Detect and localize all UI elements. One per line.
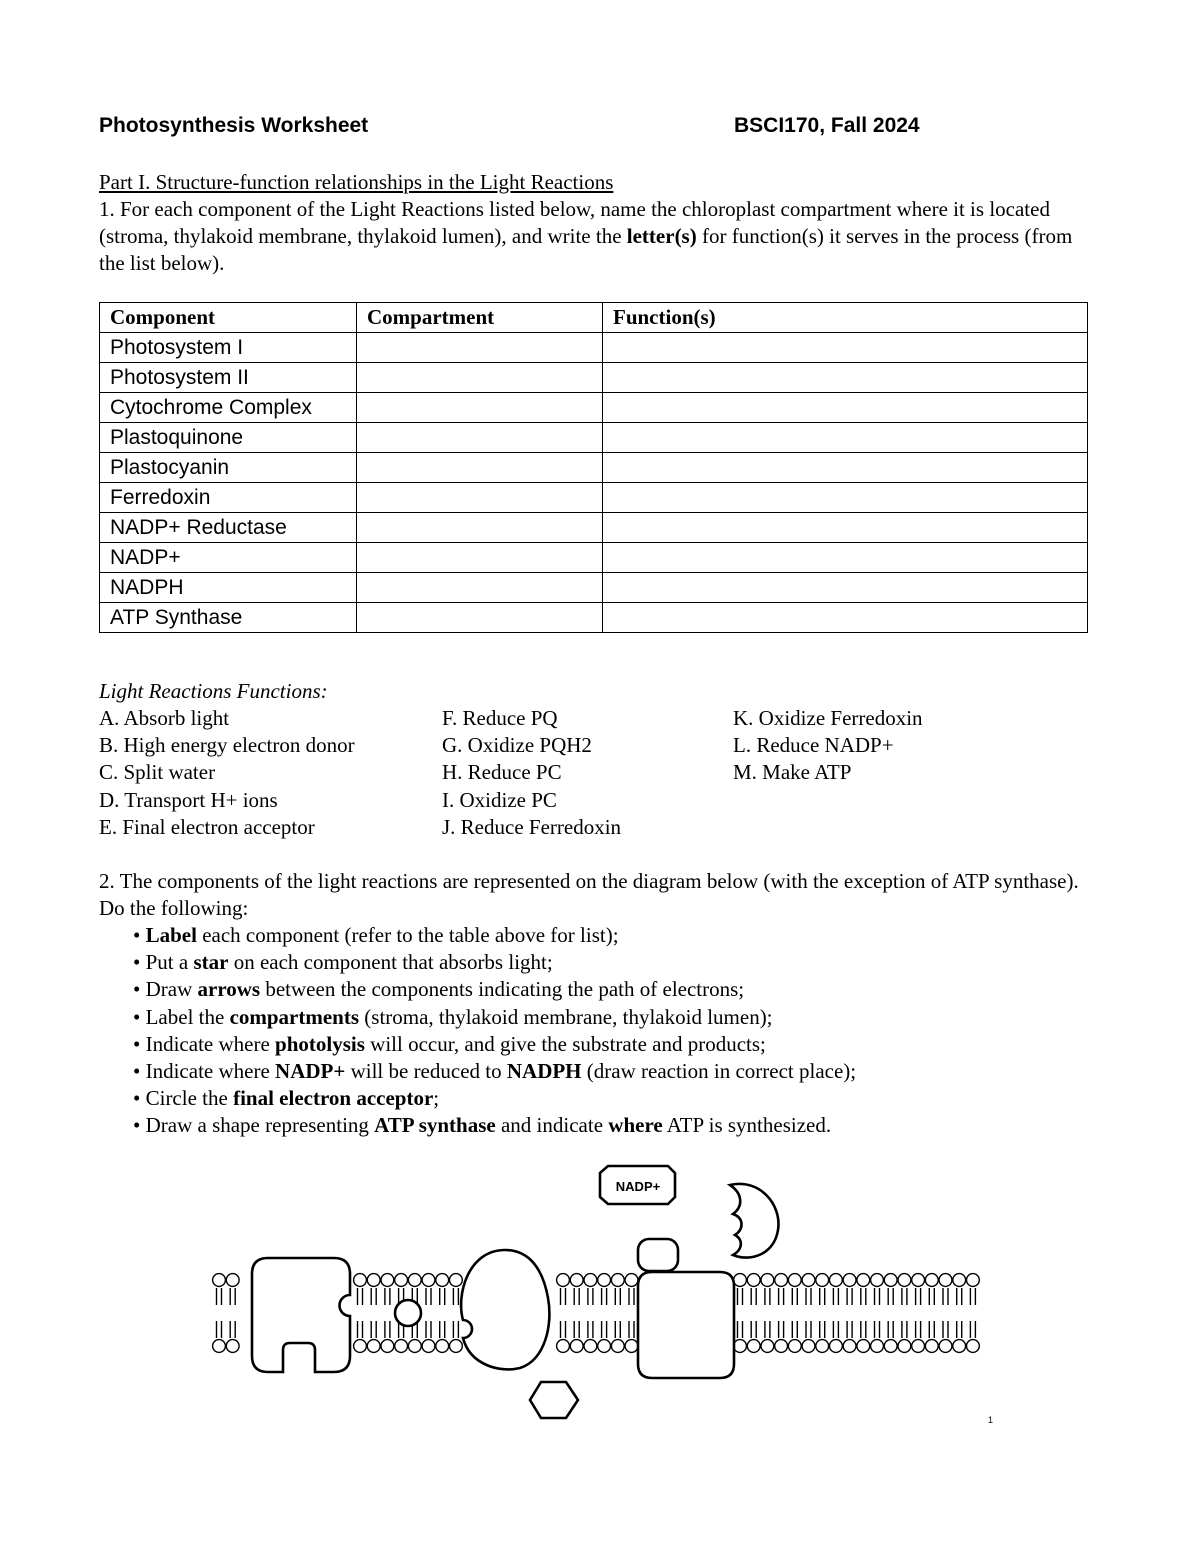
question-1-text-a: 1. For each component of the Light Reactions listed below, name the chloroplast compartment where it is located (stroma, thylakoid membrane, thylakoid lumen), and write the bbox=[99, 197, 1050, 248]
lipid-head bbox=[367, 1274, 380, 1287]
table-row bbox=[100, 603, 1088, 633]
table-row bbox=[100, 423, 1088, 453]
component-name: Cytochrome Complex bbox=[100, 393, 357, 423]
function-item: M. Make ATP bbox=[733, 760, 852, 785]
lipid-tails bbox=[561, 1288, 566, 1338]
compartment-cell[interactable] bbox=[357, 543, 603, 573]
compartment-cell[interactable] bbox=[357, 363, 603, 393]
page-number: 1 bbox=[988, 1415, 994, 1425]
lipid-tails bbox=[358, 1288, 363, 1338]
compartment-cell[interactable] bbox=[357, 603, 603, 633]
function-item: G. Oxidize PQH2 bbox=[442, 733, 592, 758]
instruction-item bbox=[133, 1085, 856, 1112]
function-item: K. Oxidize Ferredoxin bbox=[733, 706, 923, 730]
lipid-head bbox=[953, 1274, 966, 1287]
lipid-tails bbox=[371, 1288, 376, 1338]
lipid-head bbox=[788, 1274, 801, 1287]
lipid-head bbox=[422, 1274, 435, 1287]
lipid-head bbox=[422, 1340, 435, 1353]
lipid-head bbox=[857, 1274, 870, 1287]
instruction-keyword: ATP synthase bbox=[374, 1113, 496, 1138]
component-name: Ferredoxin bbox=[100, 483, 357, 513]
lipid-head bbox=[408, 1274, 421, 1287]
lipid-head bbox=[967, 1340, 980, 1353]
function-item: D. Transport H+ ions bbox=[99, 787, 278, 812]
lipid-head bbox=[436, 1274, 449, 1287]
lipid-head bbox=[830, 1274, 843, 1287]
instruction-text: (draw reaction in correct place); bbox=[581, 1059, 857, 1084]
functions-cell[interactable] bbox=[603, 453, 1088, 483]
lipid-tails bbox=[629, 1288, 634, 1338]
question-2-intro: 2. The components of the light reactions are represented on the diagram below (with the exception of ATP synthase). Do the following: bbox=[99, 869, 1079, 920]
lipid-head bbox=[802, 1340, 815, 1353]
lipid-head bbox=[598, 1340, 611, 1353]
question-1-text-b: for function(s) it serves in the process (from the list below). bbox=[99, 224, 1073, 275]
instruction-item bbox=[133, 922, 856, 949]
instruction-text: • Label the bbox=[133, 1004, 230, 1029]
instruction-text: • Put a bbox=[133, 950, 194, 975]
function-item: I. Oxidize PC bbox=[442, 787, 557, 812]
lipid-head bbox=[213, 1274, 226, 1287]
lipid-head bbox=[939, 1340, 952, 1353]
lipid-head bbox=[367, 1340, 380, 1353]
lipid-head bbox=[925, 1340, 938, 1353]
lipid-head bbox=[884, 1274, 897, 1287]
lipid-head bbox=[816, 1274, 829, 1287]
functions-cell[interactable] bbox=[603, 483, 1088, 513]
nadp-reductase-shape bbox=[730, 1184, 778, 1258]
lipid-head bbox=[734, 1274, 747, 1287]
instruction-text: • bbox=[133, 923, 146, 947]
lipid-head bbox=[354, 1340, 367, 1353]
compartment-cell[interactable] bbox=[357, 423, 603, 453]
lipid-tails bbox=[833, 1288, 838, 1338]
lipid-tails bbox=[847, 1288, 852, 1338]
lipid-tails bbox=[888, 1288, 893, 1338]
instruction-item bbox=[133, 1058, 856, 1085]
table-row bbox=[100, 333, 1088, 363]
photosystem-ii-shape bbox=[252, 1258, 350, 1372]
compartment-cell[interactable] bbox=[357, 513, 603, 543]
lipid-tails bbox=[602, 1288, 607, 1338]
function-item: J. Reduce Ferredoxin bbox=[442, 814, 622, 839]
lipid-tails bbox=[957, 1288, 962, 1338]
component-name: ATP Synthase bbox=[100, 603, 357, 633]
lipid-head bbox=[775, 1274, 788, 1287]
components-table bbox=[99, 302, 1088, 633]
lipid-head bbox=[450, 1340, 463, 1353]
lipid-head bbox=[843, 1340, 856, 1353]
functions-cell[interactable] bbox=[603, 423, 1088, 453]
table-row bbox=[100, 513, 1088, 543]
instruction-text: between the components indicating the path of electrons; bbox=[260, 977, 745, 1002]
instruction-text: • Draw a shape representing bbox=[133, 1113, 375, 1138]
lipid-tails bbox=[453, 1288, 458, 1338]
table-row bbox=[100, 393, 1088, 423]
lipid-head bbox=[816, 1340, 829, 1353]
instruction-keyword: Label bbox=[145, 923, 197, 947]
component-name: Plastocyanin bbox=[100, 453, 357, 483]
ferredoxin-shape bbox=[638, 1239, 678, 1271]
instruction-keyword: NADPH bbox=[506, 1059, 582, 1084]
component-name: Photosystem II bbox=[100, 363, 357, 393]
part1-heading: Part I. Structure-function relationships in the Light Reactions bbox=[99, 170, 614, 194]
instruction-text: and indicate bbox=[495, 1113, 609, 1138]
lipid-head bbox=[898, 1274, 911, 1287]
instruction-keyword: compartments bbox=[229, 1004, 360, 1029]
lipid-tails bbox=[916, 1288, 921, 1338]
instruction-list bbox=[133, 922, 856, 1140]
instruction-item bbox=[133, 1031, 856, 1058]
lipid-head bbox=[775, 1340, 788, 1353]
plastocyanin-shape bbox=[530, 1382, 578, 1418]
lipid-tails bbox=[440, 1288, 445, 1338]
question-1 bbox=[99, 196, 1099, 277]
table-row bbox=[100, 483, 1088, 513]
lipid-head bbox=[802, 1274, 815, 1287]
lipid-tails bbox=[426, 1288, 431, 1338]
lipid-tails bbox=[792, 1288, 797, 1338]
instruction-keyword: photolysis bbox=[275, 1031, 365, 1056]
cytochrome-complex-shape bbox=[461, 1250, 549, 1369]
lipid-head bbox=[788, 1340, 801, 1353]
lipid-tails bbox=[875, 1288, 880, 1338]
lipid-tails bbox=[615, 1288, 620, 1338]
lipid-head bbox=[871, 1340, 884, 1353]
component-name: NADPH bbox=[100, 573, 357, 603]
function-item: E. Final electron acceptor bbox=[99, 814, 315, 839]
instruction-keyword: star bbox=[193, 950, 229, 975]
lipid-head bbox=[570, 1340, 583, 1353]
lipid-head bbox=[408, 1340, 421, 1353]
compartment-cell[interactable] bbox=[357, 333, 603, 363]
lipid-tails bbox=[230, 1288, 235, 1338]
lipid-head bbox=[598, 1274, 611, 1287]
worksheet-title: Photosynthesis Worksheet bbox=[99, 114, 369, 137]
functions-cell[interactable] bbox=[603, 573, 1088, 603]
lipid-head bbox=[213, 1340, 226, 1353]
lipid-head bbox=[747, 1274, 760, 1287]
lipid-head bbox=[912, 1274, 925, 1287]
lipid-head bbox=[611, 1274, 624, 1287]
lipid-tails bbox=[943, 1288, 948, 1338]
instruction-item bbox=[133, 1112, 856, 1139]
lipid-head bbox=[354, 1274, 367, 1287]
question-1-bold: letter(s) bbox=[626, 224, 697, 248]
compartment-cell[interactable] bbox=[357, 393, 603, 423]
lipid-head bbox=[625, 1340, 638, 1353]
course-label: BSCI170, Fall 2024 bbox=[734, 114, 920, 137]
instruction-text: each component (refer to the table above for list); bbox=[196, 923, 619, 947]
lipid-head bbox=[395, 1340, 408, 1353]
lipid-tails bbox=[765, 1288, 770, 1338]
functions-cell[interactable] bbox=[603, 513, 1088, 543]
instruction-text: (stroma, thylakoid membrane, thylakoid lumen); bbox=[359, 1004, 773, 1029]
lipid-head bbox=[884, 1340, 897, 1353]
header-functions: Function(s) bbox=[603, 303, 1088, 333]
lipid-head bbox=[857, 1340, 870, 1353]
lipid-head bbox=[925, 1274, 938, 1287]
functions-cell[interactable] bbox=[603, 543, 1088, 573]
lipid-head bbox=[584, 1340, 597, 1353]
instruction-keyword: NADP+ bbox=[275, 1059, 346, 1084]
component-name: Plastoquinone bbox=[100, 423, 357, 453]
lipid-tails bbox=[738, 1288, 743, 1338]
instruction-text: ; bbox=[433, 1086, 440, 1111]
lipid-head bbox=[830, 1340, 843, 1353]
component-name: Photosystem I bbox=[100, 333, 357, 363]
instruction-item bbox=[133, 1004, 856, 1031]
lipid-tails bbox=[861, 1288, 866, 1338]
lipid-tails bbox=[902, 1288, 907, 1338]
lipid-tails bbox=[929, 1288, 934, 1338]
function-item: H. Reduce PC bbox=[442, 760, 562, 785]
lipid-tails bbox=[970, 1288, 975, 1338]
table-header-row bbox=[100, 303, 1088, 333]
lipid-head bbox=[734, 1340, 747, 1353]
nadp-label: NADP+ bbox=[615, 1179, 661, 1194]
lipid-head bbox=[912, 1340, 925, 1353]
lipid-tails bbox=[820, 1288, 825, 1338]
functions-cell[interactable] bbox=[603, 333, 1088, 363]
function-item: B. High energy electron donor bbox=[99, 733, 355, 758]
photosystem-i-shape bbox=[638, 1272, 734, 1378]
lipid-head bbox=[381, 1340, 394, 1353]
lipid-tails bbox=[574, 1288, 579, 1338]
instruction-text: will occur, and give the substrate and products; bbox=[364, 1031, 766, 1056]
lipid-tails bbox=[588, 1288, 593, 1338]
table-row bbox=[100, 363, 1088, 393]
instruction-keyword: where bbox=[608, 1113, 663, 1138]
lipid-tails bbox=[806, 1288, 811, 1338]
lipid-head bbox=[953, 1340, 966, 1353]
instruction-keyword: arrows bbox=[197, 977, 261, 1002]
function-item: C. Split water bbox=[99, 760, 216, 785]
lipid-head bbox=[843, 1274, 856, 1287]
instruction-text: • Indicate where bbox=[133, 1031, 276, 1056]
function-item: A. Absorb light bbox=[99, 706, 230, 730]
header-component: Component bbox=[100, 303, 357, 333]
instruction-text: • Indicate where bbox=[133, 1059, 276, 1084]
lipid-head bbox=[570, 1274, 583, 1287]
component-name: NADP+ Reductase bbox=[100, 513, 357, 543]
lipid-head bbox=[761, 1274, 774, 1287]
functions-cell[interactable] bbox=[603, 363, 1088, 393]
table-row bbox=[100, 573, 1088, 603]
instruction-text: • Circle the bbox=[133, 1086, 234, 1111]
lipid-head bbox=[871, 1274, 884, 1287]
instruction-item bbox=[133, 949, 856, 976]
lipid-head bbox=[761, 1340, 774, 1353]
table-row bbox=[100, 543, 1088, 573]
table-row bbox=[100, 453, 1088, 483]
lipid-head bbox=[381, 1274, 394, 1287]
compartment-cell[interactable] bbox=[357, 483, 603, 513]
functions-cell[interactable] bbox=[603, 603, 1088, 633]
instruction-text: • Draw bbox=[133, 977, 198, 1002]
lipid-head bbox=[226, 1340, 239, 1353]
lipid-head bbox=[557, 1274, 570, 1287]
plastoquinone-shape bbox=[395, 1300, 421, 1326]
functions-column-1 bbox=[99, 705, 355, 841]
lipid-tails bbox=[217, 1288, 222, 1338]
lipid-head bbox=[395, 1274, 408, 1287]
lipid-head bbox=[747, 1340, 760, 1353]
worksheet-header bbox=[99, 114, 941, 142]
functions-column-3 bbox=[733, 705, 923, 787]
instruction-text: on each component that absorbs light; bbox=[228, 950, 553, 975]
lipid-tails bbox=[751, 1288, 756, 1338]
functions-title: Light Reactions Functions: bbox=[99, 679, 328, 703]
functions-cell[interactable] bbox=[603, 393, 1088, 423]
lipid-head bbox=[436, 1340, 449, 1353]
lipid-head bbox=[898, 1340, 911, 1353]
header-compartment: Compartment bbox=[357, 303, 603, 333]
functions-column-2 bbox=[442, 705, 621, 841]
lipid-head bbox=[450, 1274, 463, 1287]
instruction-text: ATP is synthesized. bbox=[662, 1113, 832, 1138]
light-reactions-diagram bbox=[0, 1150, 1200, 1440]
instruction-item bbox=[133, 976, 856, 1003]
instruction-keyword: final electron acceptor bbox=[233, 1086, 434, 1111]
instruction-text: will be reduced to bbox=[345, 1059, 507, 1084]
compartment-cell[interactable] bbox=[357, 573, 603, 603]
lipid-head bbox=[226, 1274, 239, 1287]
lipid-head bbox=[611, 1340, 624, 1353]
lipid-head bbox=[967, 1274, 980, 1287]
compartment-cell[interactable] bbox=[357, 453, 603, 483]
lipid-head bbox=[557, 1340, 570, 1353]
component-name: NADP+ bbox=[100, 543, 357, 573]
lipid-head bbox=[625, 1274, 638, 1287]
lipid-tails bbox=[385, 1288, 390, 1338]
lipid-head bbox=[939, 1274, 952, 1287]
lipid-head bbox=[584, 1274, 597, 1287]
function-item: F. Reduce PQ bbox=[442, 706, 558, 730]
function-item: L. Reduce NADP+ bbox=[733, 733, 894, 758]
lipid-tails bbox=[779, 1288, 784, 1338]
